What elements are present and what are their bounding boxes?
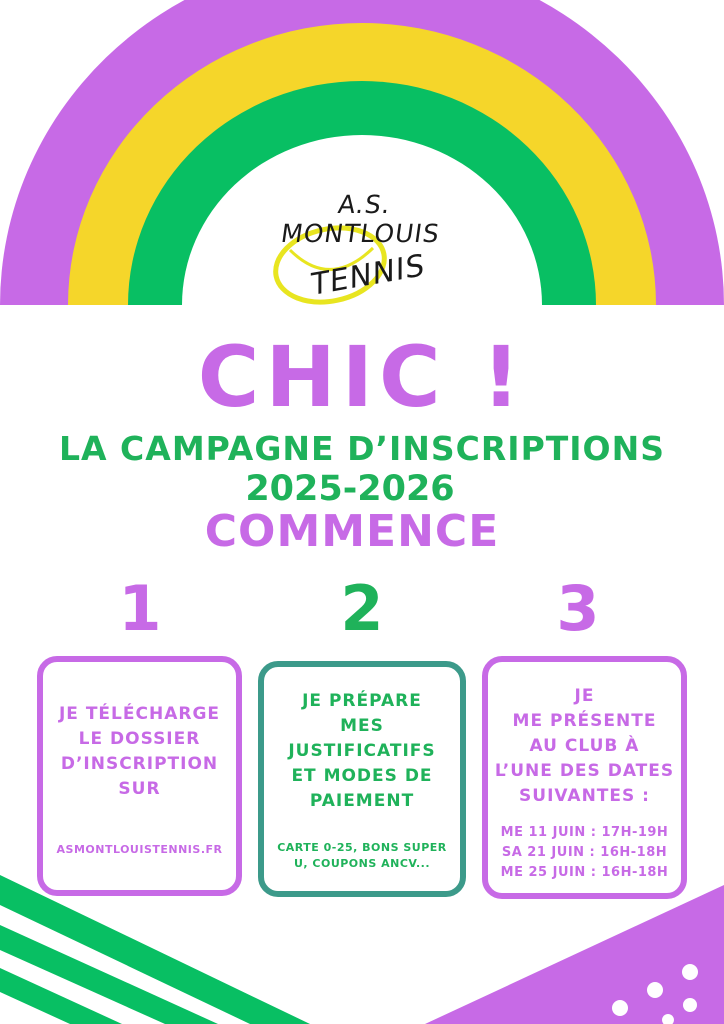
- logo-tennis-word: TENNIS: [310, 247, 426, 304]
- step-2-title-line: PAIEMENT: [309, 791, 415, 811]
- payment-methods-note: [264, 840, 460, 872]
- date-item: ME 11 JUIN : 17H-19H: [500, 825, 669, 840]
- step-3-title-line: SUIVANTES :: [519, 786, 650, 806]
- step-3-title-line: JE: [574, 686, 595, 706]
- step-1-title: [43, 702, 236, 802]
- payment-note-line: U, COUPONS ANCV...: [293, 857, 431, 870]
- date-item: ME 25 JUIN : 16H-18H: [500, 865, 669, 880]
- club-logo: [255, 170, 470, 320]
- step-2-title-line: JUSTIFICATIFS: [288, 741, 436, 761]
- logo-club-name: A.S. MONTLOUIS: [279, 190, 442, 248]
- step-number-1: 1: [118, 572, 162, 645]
- step-number-3: 3: [556, 572, 600, 645]
- step-3-title-line: AU CLUB À: [529, 736, 640, 756]
- step-2-title-line: JE PRÉPARE: [302, 691, 422, 711]
- step-1-title-line: LE DOSSIER: [78, 729, 201, 749]
- club-website-link[interactable]: ASMONTLOUISTENNIS.FR: [56, 843, 223, 856]
- purple-corner: [425, 885, 724, 1024]
- date-item: SA 21 JUIN : 16H-18H: [501, 845, 668, 860]
- headline-starts: COMMENCE: [204, 506, 500, 557]
- headline-campaign: LA CAMPAGNE D’INSCRIPTIONS: [59, 429, 665, 468]
- green-stripes: [0, 875, 310, 1024]
- step-3-title-line: ME PRÉSENTE: [512, 711, 657, 731]
- headline-exclaim: CHIC !: [197, 328, 527, 426]
- step-3-title-line: L’UNE DES DATES: [494, 761, 675, 781]
- registration-dates: [488, 823, 681, 883]
- headline-season: 2025-2026: [245, 469, 455, 509]
- step-1-title-line: JE TÉLÉCHARGE: [58, 704, 221, 724]
- payment-note-line: CARTE 0-25, BONS SUPER: [277, 841, 447, 854]
- step-card-download: [37, 656, 242, 896]
- step-number-2: 2: [340, 572, 384, 645]
- step-2-title-line: MES: [340, 716, 384, 736]
- step-2-title: [264, 689, 460, 814]
- step-card-visit-club: [482, 656, 687, 899]
- step-3-title: [488, 684, 681, 809]
- step-card-prepare: [258, 661, 466, 897]
- step-1-title-line: D’INSCRIPTION: [60, 754, 219, 774]
- step-1-title-line: SUR: [118, 779, 161, 799]
- step-2-title-line: ET MODES DE: [291, 766, 433, 786]
